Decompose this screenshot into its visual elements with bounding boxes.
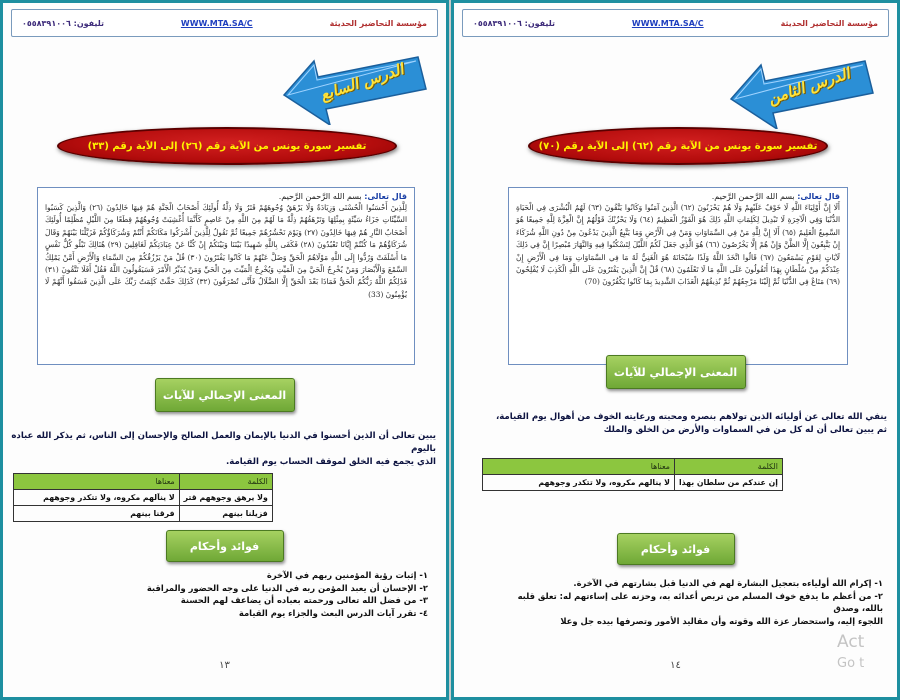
summary-line: الذي يجمع فيه الخلق لموقف الحساب يوم القيامة. xyxy=(226,457,436,467)
lesson-arrow-banner xyxy=(727,59,877,129)
verses-intro-label: قال تعالى: xyxy=(797,192,840,201)
verses-intro xyxy=(516,192,840,201)
summary-line: يبين تعالى أن الذين أحسنوا في الدنيا بالإيمان والعمل الصالح والإحسان إلى الناس، ثم يذكر الله عباده باليوم xyxy=(11,431,436,454)
lesson-title: تفسير سورة يونس من الآية رقم (٢٦) إلى الآية رقم (٣٣) xyxy=(87,140,367,152)
table-header-meaning: معناها xyxy=(483,459,675,475)
lesson-arrow-banner xyxy=(280,55,430,125)
verses-intro xyxy=(45,192,407,201)
table-row xyxy=(14,506,273,522)
benefits-heading: فوائد وأحكام xyxy=(166,530,284,562)
header-phone: تليفون: ٠٥٥٨٣٩١٠٠٦ xyxy=(473,18,555,28)
page-header xyxy=(462,9,889,37)
watermark-line: Go t xyxy=(837,656,865,671)
meaning-heading: المعنى الإجمالي للآيات xyxy=(606,355,746,389)
page-number: ١٣ xyxy=(219,660,230,671)
verses-intro-label: قال تعالى: xyxy=(364,192,407,201)
benefit-item: ٢- من أعظم ما يدفع خوف المسلم من تربص أعدائه به، وحزنه على إساءتهم له: تعلق قلبه بالله، وصدق xyxy=(517,590,883,613)
table-cell-word: ولا يرهق وجوههم قتر xyxy=(179,490,272,506)
table-header-meaning: معناها xyxy=(14,474,180,490)
lesson-label: الدرس الثامن xyxy=(765,64,853,108)
page-header xyxy=(11,9,438,37)
table-cell-word: فزيلنا بينهم xyxy=(179,506,272,522)
benefits-list xyxy=(13,569,428,619)
lesson-label: الدرس السابع xyxy=(318,60,406,104)
lesson-title-oval xyxy=(57,127,397,165)
benefits-list xyxy=(502,577,883,627)
activation-watermark xyxy=(837,631,897,675)
summary-text xyxy=(11,430,436,469)
header-org: مؤسسة التحاضير الحديثة xyxy=(329,18,427,28)
table-header-row xyxy=(14,474,273,490)
lesson-title: تفسير سورة يونس من الآية رقم (٦٢) إلى الآية رقم (٧٠) xyxy=(538,140,818,152)
lesson-title-oval xyxy=(528,127,828,165)
table-row xyxy=(483,475,783,491)
table-cell-word: إن عندكم من سلطان بهذا xyxy=(674,475,782,491)
page-left xyxy=(0,0,449,700)
summary-line: ينفي الله تعالى عن أوليائه الذين تولاهم بنصره ومحبته ورعايته الخوف من أهوال يوم القيامة، xyxy=(495,412,887,422)
verses-box xyxy=(508,187,848,365)
table-cell-meaning: فرقنا بينهم xyxy=(14,506,180,522)
header-phone: تليفون: ٠٥٥٨٣٩١٠٠٦ xyxy=(22,18,104,28)
page-right xyxy=(451,0,900,700)
benefit-item: اللجوء إليه، واستحضار عزة الله وقوته وأن مقاليد الأمور وتصرفها بيده جل وعلا xyxy=(560,615,883,626)
table-cell-meaning: لا يناَلهم مكروه، ولا تتكدر وجوههم xyxy=(14,490,180,506)
summary-text xyxy=(462,411,887,437)
header-org: مؤسسة التحاضير الحديثة xyxy=(780,18,878,28)
verses-text: أَلَا إِنَّ أَوْلِيَاءَ اللَّهِ لَا خَوْفٌ عَلَيْهِمْ وَلَا هُمْ يَحْزَنُونَ (٦٢) الَّذِينَ آمَنُوا وَكَانُوا يَتَّقُونَ (٦٣) لَهُمُ الْبُشْرَى فِي الْحَيَاةِ الدُّنْيَا وَفِي الْآخِرَةِ لَا تَبْدِيلَ لِكَلِمَاتِ اللَّهِ ذَلِكَ هُوَ الْفَوْزُ الْعَظِيمُ (٦٤) وَلَا يَحْزُنْكَ قَوْلُهُمْ إِنَّ الْعِزَّةَ لِلَّهِ جَمِيعًا هُوَ السَّمِيعُ الْعَلِيمُ (٦٥) أَلَا إِنَّ لِلَّهِ مَنْ فِي السَّمَاوَاتِ وَمَنْ فِي الْأَرْضِ وَمَا يَتَّبِعُ الَّذِينَ يَدْعُونَ مِنْ دُونِ اللَّهِ شُرَكَاءَ إِنْ يَتَّبِعُونَ إِلَّا الظَّنَّ وَإِنْ هُمْ إِلَّا يَخْرُصُونَ (٦٦) هُوَ الَّذِي جَعَلَ لَكُمُ اللَّيْلَ لِتَسْكُنُوا فِيهِ وَالنَّهَارَ مُبْصِرًا إِنَّ فِي ذَلِكَ لَآيَاتٍ لِقَوْمٍ يَسْمَعُونَ (٦٧) قَالُوا اتَّخَذَ اللَّهُ وَلَدًا سُبْحَانَهُ هُوَ الْغَنِيُّ لَهُ مَا فِي السَّمَاوَاتِ وَمَا فِي الْأَرْضِ إِنْ عِنْدَكُمْ مِنْ سُلْطَانٍ بِهَذَا أَتَقُولُونَ عَلَى اللَّهِ مَا لَا تَعْلَمُونَ (٦٨) قُلْ إِنَّ الَّذِينَ يَفْتَرُونَ عَلَى اللَّهِ الْكَذِبَ لَا يُفْلِحُونَ (٦٩) مَتَاعٌ فِي الدُّنْيَا ثُمَّ إِلَيْنَا مَرْجِعُهُمْ ثُمَّ نُذِيقُهُمُ الْعَذَابَ الشَّدِيدَ بِمَا كَانُوا يَكْفُرُونَ (70) xyxy=(516,203,841,287)
meaning-heading: المعنى الإجمالي للآيات xyxy=(155,378,295,412)
summary-line: ثم يبين تعالى أن له كل من في السماوات والأرض من الخلق والملك xyxy=(603,425,887,435)
benefit-item: ١- إثبات رؤية المؤمنين ربهم في الآخرة xyxy=(266,570,428,580)
benefit-item: ١- إكرام الله أولياءه بتعجيل البشارة لهم في الدنيا قبل بشارتهم في الآخرة. xyxy=(573,578,883,588)
table-row xyxy=(14,490,273,506)
vocabulary-table xyxy=(13,473,273,522)
benefit-item: ٤- تقرر آيات الدرس البعث والجزاء يوم القيامة xyxy=(238,607,428,618)
table-cell-meaning: لا ينالهم مكروه، ولا تتكدر وجوههم xyxy=(483,475,675,491)
header-url-link[interactable]: WWW.MTA.SA/C xyxy=(631,18,704,28)
watermark-line: Act xyxy=(837,632,865,652)
verses-box xyxy=(37,187,415,365)
table-header-word: الكلمة xyxy=(674,459,782,475)
verses-text: لِلَّذِينَ أَحْسَنُوا الْحُسْنَى وَزِيَادَةٌ وَلَا يَرْهَقُ وُجُوهَهُمْ قَتَرٌ وَلَا ذِلَّةٌ أُولَئِكَ أَصْحَابُ الْجَنَّةِ هُمْ فِيهَا خَالِدُونَ (٢٦) وَالَّذِينَ كَسَبُوا السَّيِّئَاتِ جَزَاءُ سَيِّئَةٍ بِمِثْلِهَا وَتَرْهَقُهُمْ ذِلَّةٌ مَا لَهُمْ مِنَ اللَّهِ مِنْ عَاصِمٍ كَأَنَّمَا أُغْشِيَتْ وُجُوهُهُمْ قِطَعًا مِنَ اللَّيْلِ مُظْلِمًا أُولَئِكَ أَصْحَابُ النَّارِ هُمْ فِيهَا خَالِدُونَ (٢٧) وَيَوْمَ نَحْشُرُهُمْ جَمِيعًا ثُمَّ نَقُولُ لِلَّذِينَ أَشْرَكُوا مَكَانَكُمْ أَنْتُمْ وَشُرَكَاؤُكُمْ فَزَيَّلْنَا بَيْنَهُمْ وَقَالَ شُرَكَاؤُهُمْ مَا كُنْتُمْ إِيَّانَا تَعْبُدُونَ (٢٨) فَكَفَى بِاللَّهِ شَهِيدًا بَيْنَنَا وَبَيْنَكُمْ إِنْ كُنَّا عَنْ عِبَادَتِكُمْ لَغَافِلِينَ (٢٩) هُنَالِكَ تَبْلُو كُلُّ نَفْسٍ مَا أَسْلَفَتْ وَرُدُّوا إِلَى اللَّهِ مَوْلَاهُمُ الْحَقِّ وَضَلَّ عَنْهُمْ مَا كَانُوا يَفْتَرُونَ (٣٠) قُلْ مَنْ يَرْزُقُكُمْ مِنَ السَّمَاءِ وَالْأَرْضِ أَمَّنْ يَمْلِكُ السَّمْعَ وَالْأَبْصَارَ وَمَنْ يُخْرِجُ الْحَيَّ مِنَ الْمَيِّتِ وَيُخْرِجُ الْمَيِّتَ مِنَ الْحَيِّ وَمَنْ يُدَبِّرُ الْأَمْرَ فَسَيَقُولُونَ اللَّهُ فَقُلْ أَفَلَا تَتَّقُونَ (٣١) فَذَلِكُمُ اللَّهُ رَبُّكُمُ الْحَقُّ فَمَاذَا بَعْدَ الْحَقِّ إِلَّا الضَّلَالُ فَأَنَّى تُصْرَفُونَ (٣٢) كَذَلِكَ حَقَّتْ كَلِمَتُ رَبِّكَ عَلَى الَّذِينَ فَسَقُوا أَنَّهُمْ لَا يُؤْمِنُونَ (33) xyxy=(45,203,408,299)
verses-intro-text: بسم الله الرَّحمن الرَّحيم. xyxy=(711,192,795,201)
page-number: ١٤ xyxy=(670,660,681,671)
verses-intro-text: بسم الله الرَّحمن الرَّحيم. xyxy=(278,192,362,201)
benefit-item: ٢- الإحسان أن يعبد المؤمن ربه في الدنيا على وجه الحضور والمراقبة xyxy=(146,582,428,593)
benefits-heading: فوائد وأحكام xyxy=(617,533,735,565)
header-url-link[interactable]: WWW.MTA.SA/C xyxy=(180,18,253,28)
table-header-row xyxy=(483,459,783,475)
vocabulary-table xyxy=(482,458,783,491)
table-header-word: الكلمة xyxy=(179,474,272,490)
benefit-item: ٣- من فضل الله تعالى ورحمته بعباده أن يضاعف لهم الحسنة xyxy=(180,595,428,605)
